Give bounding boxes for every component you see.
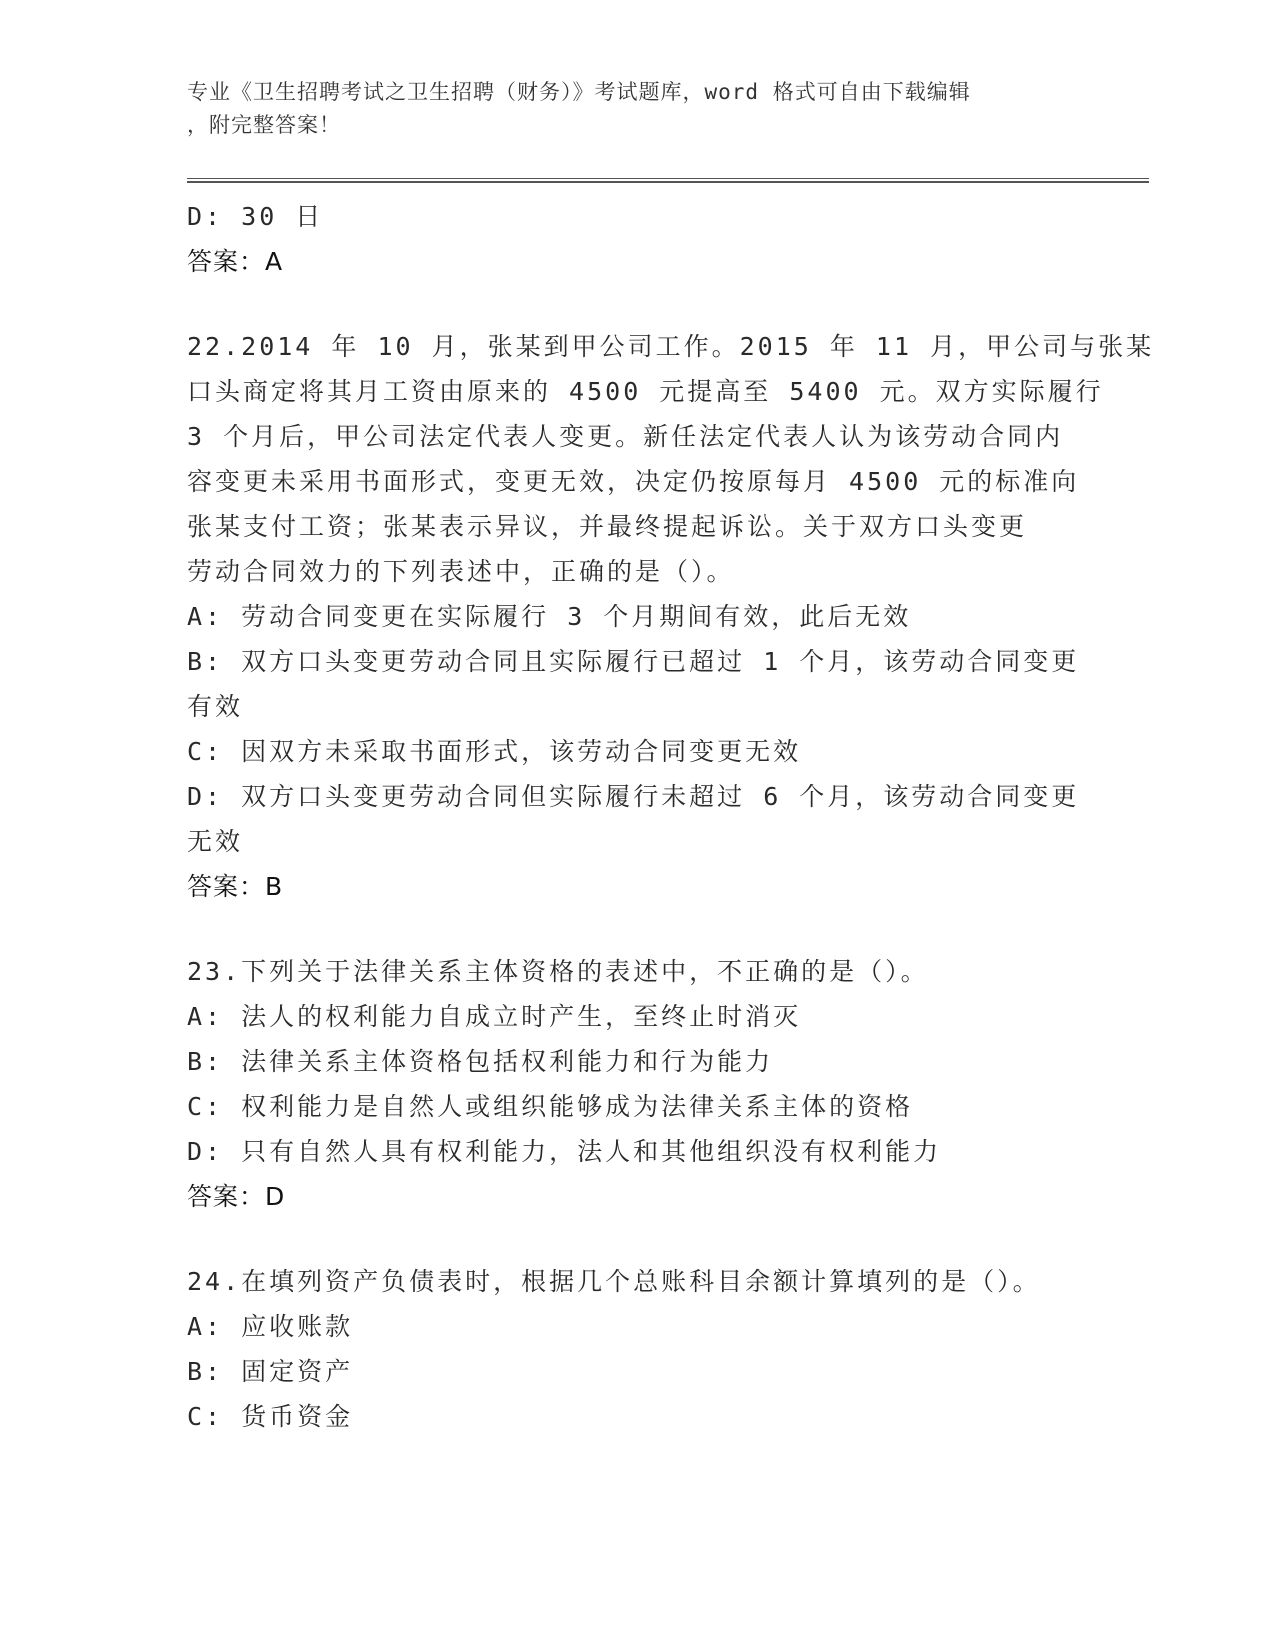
- page-header: [187, 76, 1067, 142]
- option-line: C: 货币资金: [187, 1402, 354, 1431]
- option-line: 无效: [187, 827, 244, 856]
- header-line-2: ，附完整答案！: [187, 113, 341, 137]
- option-line: C: 权利能力是自然人或组织能够成为法律关系主体的资格: [187, 1092, 914, 1121]
- option-line: B: 法律关系主体资格包括权利能力和行为能力: [187, 1047, 774, 1076]
- option-line: 有效: [187, 692, 244, 721]
- header-divider: [187, 178, 1149, 183]
- question-stem-line: 23.下列关于法律关系主体资格的表述中，不正确的是（）。: [187, 957, 929, 986]
- question-23: [187, 949, 1087, 1219]
- header-line-1: 专业《卫生招聘考试之卫生招聘（财务）》考试题库，word 格式可自由下载编辑: [187, 80, 971, 104]
- question-stem-line: 劳动合同效力的下列表述中，正确的是（）。: [187, 557, 735, 586]
- question-stem-line: 22.2014 年 10 月，张某到甲公司工作。2015 年 11 月，甲公司与张某: [187, 332, 1155, 361]
- answer-prev: 答案：A: [187, 247, 284, 276]
- option-line: B: 固定资产: [187, 1357, 354, 1386]
- question-stem-line: 24.在填列资产负债表时，根据几个总账科目余额计算填列的是（）。: [187, 1267, 1041, 1296]
- option-d-prev: D: 30 日: [187, 202, 324, 231]
- option-line: D: 只有自然人具有权利能力，法人和其他组织没有权利能力: [187, 1137, 942, 1166]
- question-stem-line: 容变更未采用书面形式，变更无效，决定仍按原每月 4500 元的标准向: [187, 467, 1080, 496]
- answer-line: 答案：D: [187, 1182, 286, 1211]
- option-line: A: 应收账款: [187, 1312, 354, 1341]
- question-22: [187, 324, 1155, 909]
- question-stem-line: 张某支付工资；张某表示异议，并最终提起诉讼。关于双方口头变更: [187, 512, 1028, 541]
- question-stem-line: 口头商定将其月工资由原来的 4500 元提高至 5400 元。双方实际履行: [187, 377, 1104, 406]
- document-body: [187, 194, 1155, 1439]
- question-24: [187, 1259, 1087, 1439]
- question-stem-line: 3 个月后，甲公司法定代表人变更。新任法定代表人认为该劳动合同内: [187, 422, 1064, 451]
- option-line: B: 双方口头变更劳动合同且实际履行已超过 1 个月，该劳动合同变更: [187, 647, 1080, 676]
- option-line: D: 双方口头变更劳动合同但实际履行未超过 6 个月，该劳动合同变更: [187, 782, 1080, 811]
- option-line: A: 法人的权利能力自成立时产生，至终止时消灭: [187, 1002, 802, 1031]
- answer-line: 答案：B: [187, 872, 284, 901]
- option-line: C: 因双方未采取书面形式，该劳动合同变更无效: [187, 737, 802, 766]
- option-line: A: 劳动合同变更在实际履行 3 个月期间有效，此后无效: [187, 602, 912, 631]
